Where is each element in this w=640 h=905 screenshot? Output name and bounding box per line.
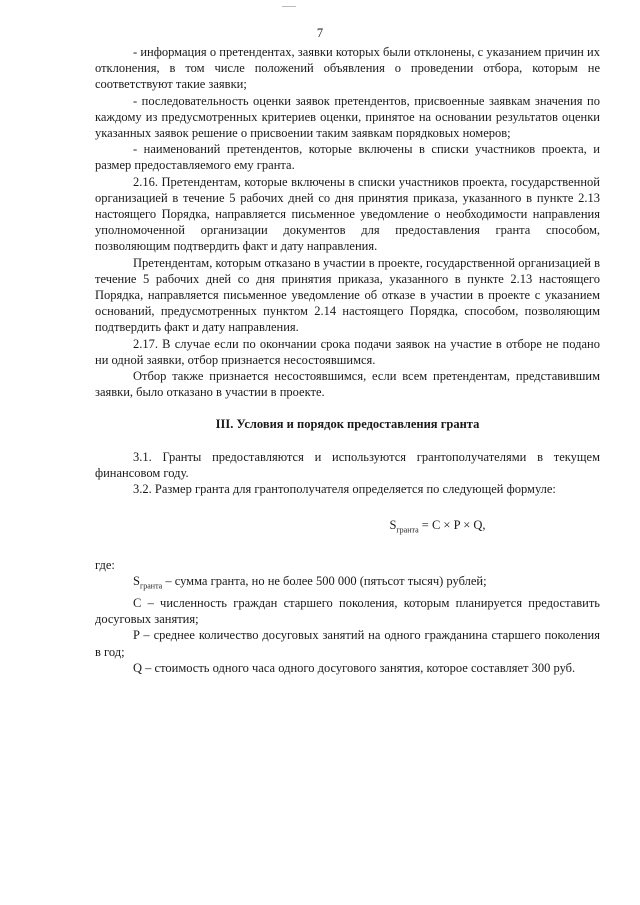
formula-subscript: гранта	[396, 525, 419, 535]
paragraph-3-1: 3.1. Гранты предоставляются и используются грантополучателями в текущем финансовом году.	[95, 449, 600, 480]
definition-symbol: S	[133, 574, 140, 589]
where-label: где:	[95, 557, 115, 572]
definition-text: – стоимость одного часа одного досугового занятия, которое составляет 300 руб.	[142, 660, 576, 675]
paragraph-participant-names: - наименований претендентов, которые включены в списки участников проекта, и размер предоставляемого ему гранта.	[95, 142, 600, 173]
definition-q	[95, 660, 600, 676]
formula-symbol: S	[389, 518, 397, 533]
paragraph-rejected-info: - информация о претендентах, заявки которых были отклонены, с указанием причин их отклонения, в том числе положений объявления о проведении отбора, которым не соответствуют такие заявки;	[95, 45, 600, 92]
paragraph-2-16: 2.16. Претендентам, которые включены в списки участников проекта, государственной организацией в течение 5 рабочих дней со дня принятия приказа, указанного в пункте 2.13 настоящего Порядка, направляется письменное уведомление о необходимости направления уполномоченной организации документов для предоставления гранта способом, позволяющим подтвердить факт и дату направления.	[95, 174, 600, 254]
definition-symbol: P	[133, 628, 140, 643]
formula-expression: = C × P × Q,	[418, 518, 486, 533]
definition-symbol: Q	[133, 660, 143, 675]
paragraph-2-17: 2.17. В случае если по окончании срока подачи заявок на участие в отборе не подано ни одной заявки, отбор признается несостоявшимся.	[95, 336, 600, 367]
definition-p	[95, 627, 600, 659]
section-heading: III. Условия и порядок предоставления гранта	[215, 417, 480, 432]
paragraph-refusal-notice: Претендентам, которым отказано в участии в проекте, государственной организацией в течение 5 рабочих дней со дня принятия приказа, указанного в пункте 2.13 настоящего Порядка, направляется письменное уведомление об отказе в участии в проекте с указанием оснований, предусмотренных пунктом 2.14 настоящего Порядка, способом, позволяющим подтвердить факт и дату направления.	[95, 255, 600, 335]
document-body	[95, 44, 600, 676]
definition-text: – сумма гранта, но не более 500 000 (пятьсот тысяч) рублей;	[162, 574, 487, 589]
page-number: 7	[316, 26, 324, 40]
paragraph-3-2: 3.2. Размер гранта для грантополучателя определяется по следующей формуле:	[133, 482, 556, 497]
definition-subscript: гранта	[139, 581, 163, 591]
definition-text: – среднее количество досуговых занятий на одного гражданина старшего поколения в год;	[95, 628, 600, 659]
definition-symbol: C	[133, 595, 142, 610]
definition-s	[95, 573, 600, 595]
definition-c	[95, 595, 600, 627]
scan-artifact	[282, 6, 296, 7]
paragraph-failed-selection: Отбор также признается несостоявшимся, если всем претендентам, представившим заявки, было отказано в участии в проекте.	[95, 369, 600, 400]
definition-text: – численность граждан старшего поколения, которым планируется предоставить досуговых занятия;	[95, 595, 600, 627]
grant-formula	[95, 517, 600, 539]
paragraph-evaluation-order: - последовательность оценки заявок претендентов, присвоенные заявкам значения по каждому из предусмотренных критериев оценки, принятое на основании результатов оценки указанных заявок решение о присвоении таким заявкам порядковых номеров;	[95, 93, 600, 141]
